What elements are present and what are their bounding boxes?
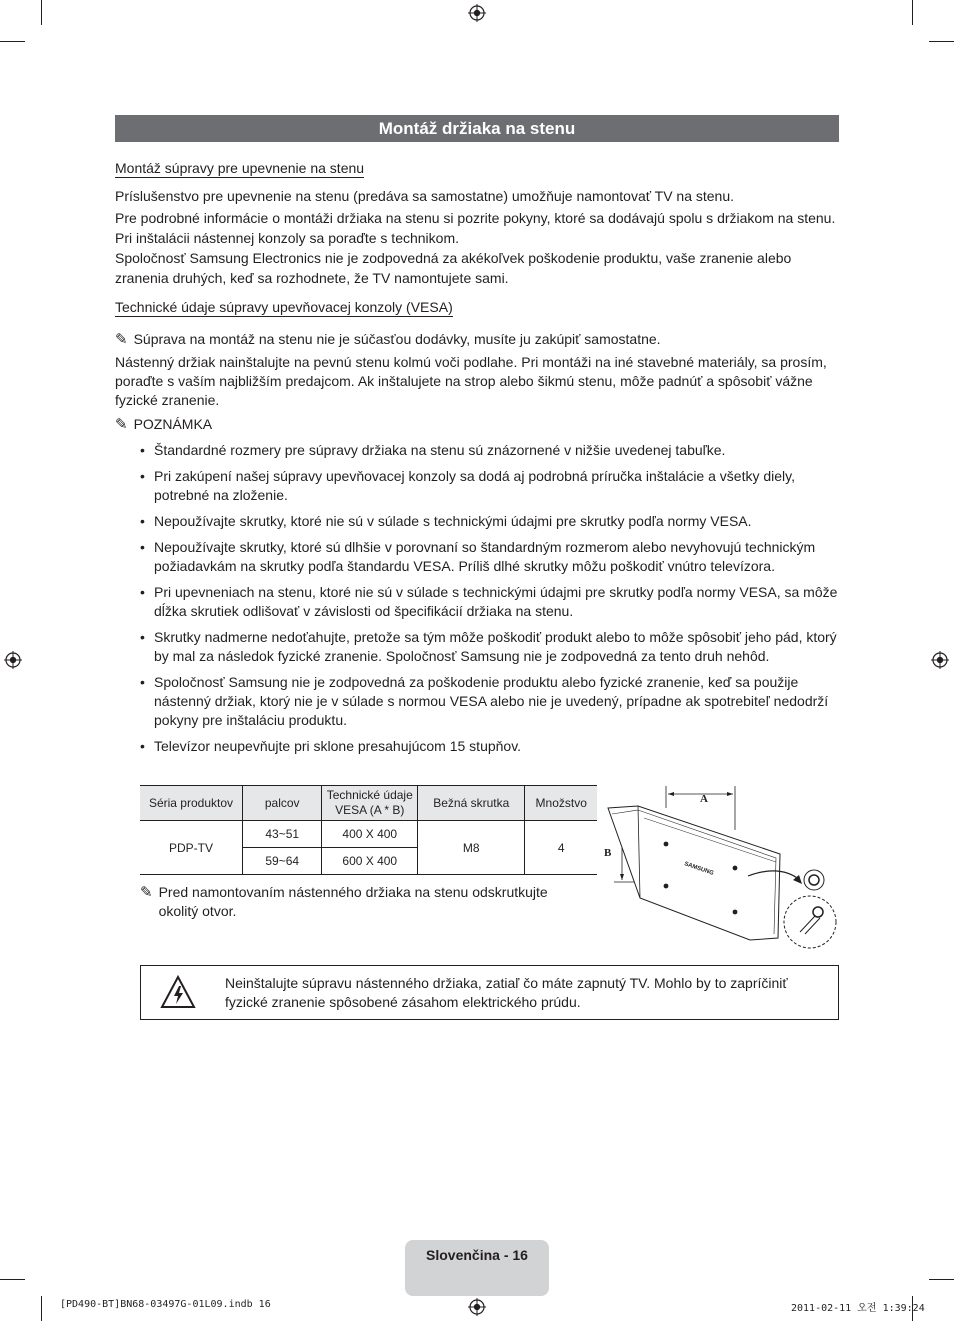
column-header: Technické údaje VESA (A * B) (322, 786, 418, 821)
crop-mark (41, 0, 42, 25)
list-item: • Skrutky nadmerne nedoťahujte, pretože sa tým môže poškodiť produkt alebo to môže spôsobiť jeho pád, ktorý by mal za následok fyzické zranenie. Spoločnosť Samsung nie je zodpovedná za tento druh nehôd. (140, 628, 840, 666)
table-row (140, 821, 597, 848)
list-item: • Nepoužívajte skrutky, ktoré nie sú v súlade s technickými údajmi pre skrutky podľa normy VESA. (140, 512, 840, 531)
column-header: Množstvo (525, 786, 597, 821)
table-cell-size: 43~51 (242, 821, 321, 848)
page-number-label: Slovenčina - 16 (405, 1240, 549, 1296)
note-line (140, 883, 600, 921)
list-item: • Spoločnosť Samsung nie je zodpovedná za poškodenie produktu alebo fyzické zranenie, keď sa použije nástenný držiak, ktorý nie je v súlade s normou VESA alebo nie je uvedený, prípadne ak spotrebiteľ nedodrží pokyny pre inštaláciu produktu. (140, 673, 840, 730)
note-heading (115, 414, 212, 435)
paragraph: Nástenný držiak nainštalujte na pevnú stenu kolmú voči podlahe. Pri montáži na iné stavebné materiály, sa prosím, poraďte s vaším najbližším predajcom. Ak inštalujete na strop alebo šikmú stenu, môže padnúť a spôsobiť vážne fyzické zranenie. (115, 354, 827, 408)
registration-mark-icon (468, 1298, 486, 1316)
paragraph: Príslušenstvo pre upevnenie na stenu (predáva sa samostatne) umožňuje namontovať TV na stenu. (115, 188, 735, 204)
table-header-row (140, 786, 597, 821)
dimension-label-a: A (700, 793, 708, 805)
paragraph: Spoločnosť Samsung Electronics nie je zodpovedná za akékoľvek poškodenie produktu, vaše zranenie alebo zranenia druhých, keď sa rozhodnete, že TV namontujete sami. (115, 250, 792, 286)
table-cell-size: 59~64 (242, 848, 321, 875)
paragraph: Pre podrobné informácie o montáži držiaka na stenu si pozrite pokyny, ktoré sa dodávajú spolu s držiakom na stenu. Pri inštalácii nástennej konzoly sa poraďte s technikom. (115, 210, 836, 246)
list-item: • Nepoužívajte skrutky, ktoré sú dlhšie v porovnaní so štandardným rozmerom alebo nevyhovujú technickým požiadavkám na skrutky podľa štandardu VESA. Príliš dlhé skrutky môžu poškodiť vnútro televízora. (140, 538, 840, 576)
table-cell-screw: M8 (418, 821, 525, 875)
crop-mark (929, 1279, 954, 1280)
note-label: POZNÁMKA (133, 416, 213, 432)
footer-file-info: [PD490-BT]BN68-03497G-01L09.indb 16 (60, 1299, 271, 1310)
pencil-note-icon: ✎ (115, 416, 128, 433)
crop-mark (0, 1279, 25, 1280)
table-cell-vesa: 600 X 400 (322, 848, 418, 875)
table-cell-vesa: 400 X 400 (322, 821, 418, 848)
note-text: Pred namontovaním nástenného držiaka na stenu odskrutkujte okolitý otvor. (158, 884, 548, 919)
warning-text: Neinštalujte súpravu nástenného držiaka, zatiaľ čo máte zapnutý TV. Mohlo by to zapríčiniť fyzické zranenie spôsobené zásahom elektrického prúdu. (225, 975, 788, 1010)
section-title: Montáž držiaka na stenu (115, 115, 839, 142)
tv-back-diagram (600, 780, 845, 955)
list-item: • Pri upevneniach na stenu, ktoré nie sú v súlade s technickými údajmi pre skrutky podľa normy VESA, sa môže dĺžka skrutiek odlišovať v závislosti od špecifikácií držiaka na stenu. (140, 583, 840, 621)
list-item: • Televízor neupevňujte pri sklone presahujúcom 15 stupňov. (140, 737, 840, 756)
registration-mark-icon (931, 651, 949, 669)
column-header: Bežná skrutka (418, 786, 525, 821)
registration-mark-icon (4, 651, 22, 669)
list-item: • Pri zakúpení našej súpravy upevňovacej konzoly sa dodá aj podrobná príručka inštalácie a všetky diely, potrebné na zloženie. (140, 467, 840, 505)
subsection-title-vesa: Technické údaje súpravy upevňovacej konzoly (VESA) (115, 299, 453, 315)
pencil-note-icon: ✎ (115, 331, 128, 348)
column-header: palcov (242, 786, 321, 821)
registration-mark-icon (468, 4, 486, 22)
subsection-title-wall-mount-kit: Montáž súpravy pre upevnenie na stenu (115, 160, 365, 176)
pencil-note-icon: ✎ (140, 884, 153, 901)
warning-box (140, 965, 839, 1020)
electric-shock-warning-icon (160, 975, 196, 1009)
crop-mark (41, 1296, 42, 1321)
table-cell-series: PDP-TV (140, 821, 242, 875)
list-item: • Štandardné rozmery pre súpravy držiaka na stenu sú znázornené v nižšie uvedenej tabuľke. (140, 441, 840, 460)
crop-mark (912, 0, 913, 25)
crop-mark (0, 41, 25, 42)
crop-mark (929, 41, 954, 42)
dimension-label-b: B (604, 847, 612, 859)
note-text: Súprava na montáž na stenu nie je súčasťou dodávky, musíte ju zakúpiť samostatne. (133, 331, 661, 347)
note-line (115, 329, 661, 350)
column-header: Séria produktov (140, 786, 242, 821)
bullet-list (140, 441, 840, 763)
table-cell-quantity: 4 (525, 821, 597, 875)
footer-timestamp: 2011-02-11 오전 1:39:24 (791, 1303, 925, 1314)
tv-brand-label: SAMSUNG (683, 861, 715, 877)
vesa-spec-table (140, 785, 597, 875)
